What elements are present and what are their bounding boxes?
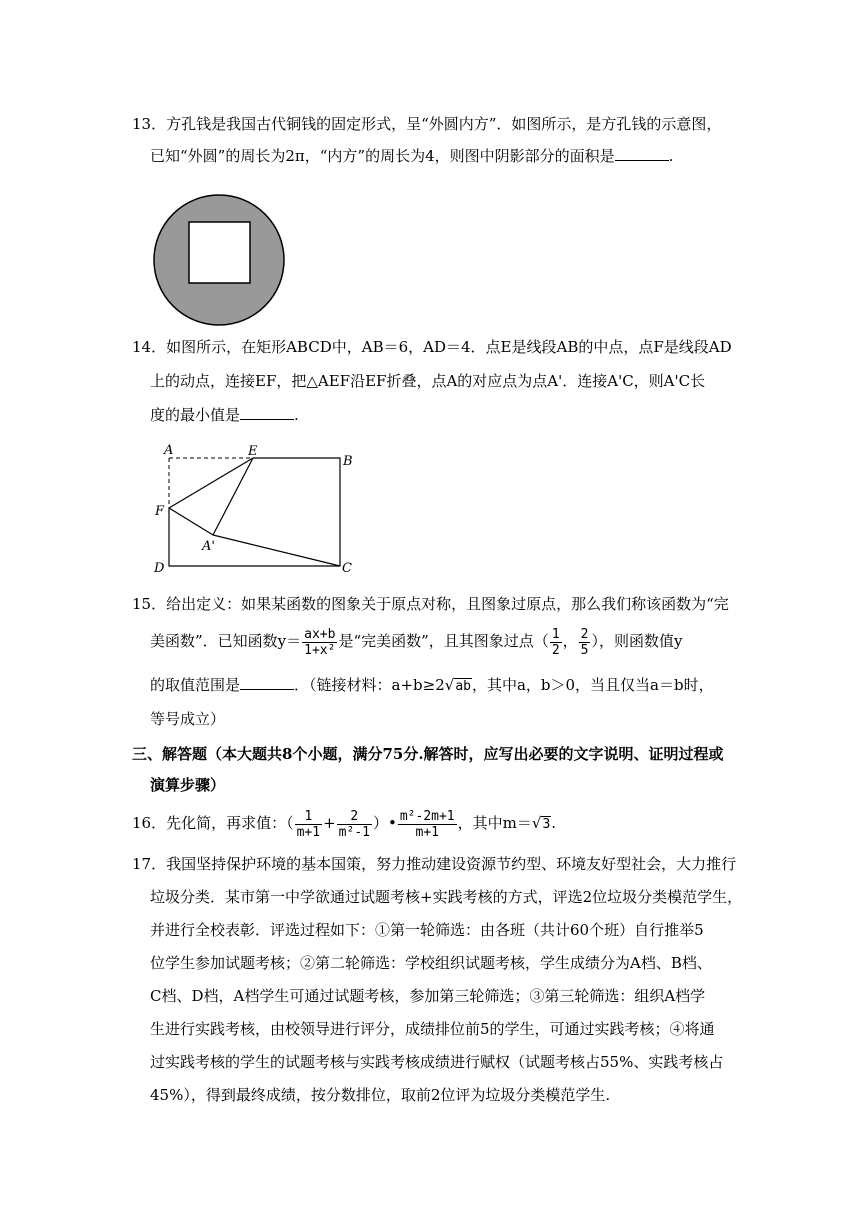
answer-blank — [615, 146, 669, 161]
section3-heading: 三、解答题（本大题共8个小题，满分75分.解答时，应写出必要的文字说明、证明过程或 — [132, 745, 724, 763]
q17-line1: 17．我国坚持保护环境的基本国策，努力推动建设资源节约型、环境友好型社会，大力推行 — [132, 855, 737, 873]
q16-number: 16． — [132, 814, 167, 832]
label-D: D — [154, 561, 165, 576]
point-y-fraction: $\frac{2}{5}$ — [580, 626, 589, 658]
q13-number: 13． — [132, 115, 167, 133]
label-B: B — [343, 454, 353, 469]
label-F: F — [155, 504, 165, 519]
sqrt-sign: √ — [444, 676, 455, 694]
label-A: A — [164, 443, 174, 458]
q17-line7: 过实践考核的学生的试题考核与实践考核成绩进行赋权（试题考核占55%、实践考核占 — [150, 1053, 724, 1071]
sqrt-sign: √ — [531, 814, 542, 832]
q15-number: 15． — [132, 595, 167, 613]
q15-line1: 15．给出定义：如果某函数的图象关于原点对称，且图象过原点，那么我们称该函数为“完 — [132, 595, 729, 613]
q17-line6: 生进行实践考核，由校领导进行评分，成绩排位前5的学生，可通过实践考核；④将通 — [150, 1020, 715, 1038]
q15-line2: 美函数”．已知函数y＝ $\frac{ax+b}{\text{1+x²}}$ 是“完美函数”，且其图象过点（ $\frac{1}{2}$ ， $\frac{2}{5}$ ），则函数值y — [150, 626, 683, 658]
q17-line4: 位学生参加试题考核；②第二轮筛选：学校组织试题考核，学生成绩分为A档、B档、 — [150, 954, 712, 972]
q14-number: 14． — [132, 338, 167, 356]
q14-line3: 度的最小值是 . — [150, 406, 299, 424]
inner-square — [189, 222, 250, 283]
q17-line5: C档、D档，A档学生可通过试题考核，参加第三轮筛选；③第三轮筛选：组织A档学 — [150, 987, 706, 1005]
rectangle-figure — [150, 438, 360, 578]
label-A-prime: A' — [202, 539, 215, 554]
coin-figure — [153, 185, 285, 335]
q17-number: 17． — [132, 855, 167, 873]
q17-line3: 并进行全校表彰．评选过程如下：①第一轮筛选：由各班（共计60个班）自行推举5 — [150, 921, 704, 939]
q15-line4: 等号成立） — [150, 710, 226, 728]
q17-line8: 45%），得到最终成绩，按分数排位，取前2位评为垃圾分类模范学生. — [150, 1086, 611, 1104]
label-C: C — [342, 561, 352, 576]
q17-line2: 垃圾分类．某市第一中学欲通过试题考核+实践考核的方式，评选2位垃圾分类模范学生， — [150, 888, 743, 906]
function-fraction: $\frac{ax+b}{\text{1+x²}}$ — [304, 626, 336, 658]
q16-frac2: $\frac{2}{\text{m²-1}}$ — [338, 808, 370, 840]
q14-line2: 上的动点，连接EF，把△AEF沿EF折叠，点A的对应点为点A'．连接A'C，则A'C长 — [150, 372, 706, 390]
q16-line: 16．先化简，再求值：（ $\frac{1}{m+1}$ + $\frac{2}{\text{m²-1}}$ ）• $\frac{\text{m²-2m+1}}{m+1}$ ，其中m＝√3. — [132, 808, 557, 840]
q16-frac1: $\frac{1}{m+1}$ — [296, 808, 321, 840]
q15-line3: 的取值范围是 ．（链接材料：a+b≥2√ab，其中a，b＞0，当且仅当a＝b时， — [150, 676, 714, 694]
q13-line1: 13．方孔钱是我国古代铜钱的固定形式，呈“外圆内方”．如图所示，是方孔钱的示意图， — [132, 115, 722, 133]
answer-blank — [240, 405, 294, 420]
section3-heading-cont: 演算步骤） — [150, 776, 226, 794]
point-x-fraction: $\frac{1}{2}$ — [551, 626, 560, 658]
label-E: E — [248, 444, 258, 459]
q16-frac3: $\frac{\text{m²-2m+1}}{m+1}$ — [399, 808, 455, 840]
q13-line2: 已知“外圆”的周长为2π，“内方”的周长为4，则图中阴影部分的面积是 . — [150, 147, 674, 165]
answer-blank — [240, 675, 294, 690]
q14-line1: 14．如图所示，在矩形ABCD中，AB＝6，AD＝4．点E是线段AB的中点，点F是线段AD — [132, 338, 732, 356]
